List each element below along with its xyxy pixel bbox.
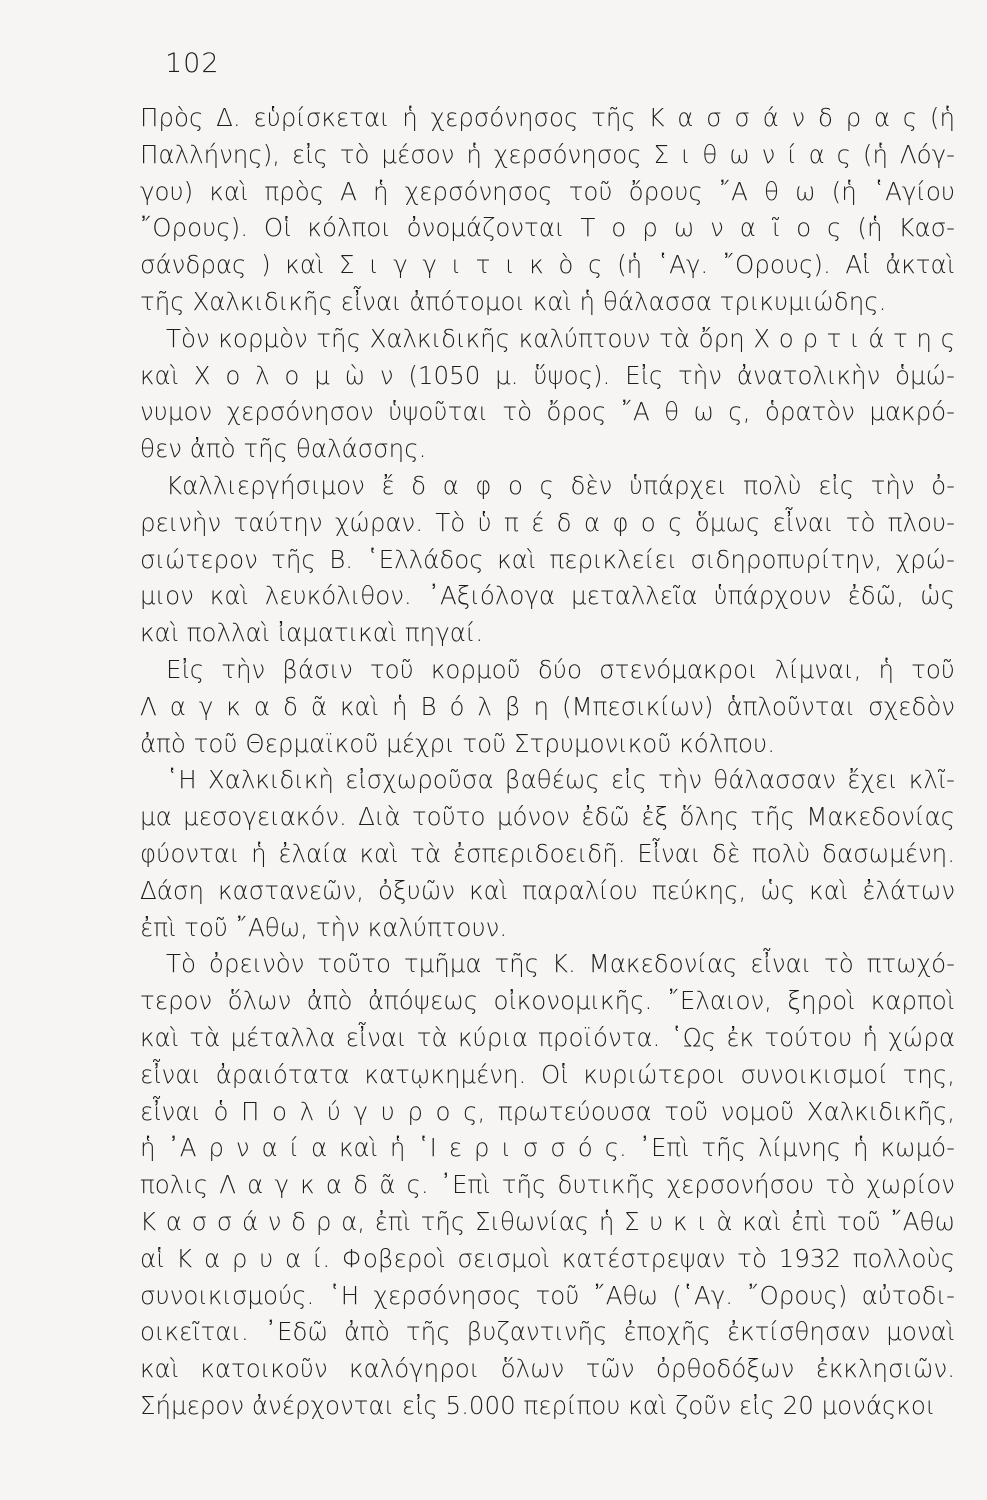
body-text	[140, 100, 955, 1425]
text-line: Πρὸς Δ. εὑρίσκεται ἡ χερσόνησος τῆς Κ α σ σ ά ν δ ρ α ς (ἡ	[140, 103, 955, 132]
text-line: Τὸ ὀρεινὸν τοῦτο τμῆμα τῆς Κ. Μακεδονίας εἶναι τὸ πτωχό-	[166, 949, 955, 979]
text-line: εἶναι ἀραιότατα κατῳκημένη. Οἱ κυριώτεροι συνοικισμοί της,	[140, 1059, 955, 1089]
text-line: ἀπὸ τοῦ Θερμαϊκοῦ μέχρι τοῦ Στρυμονικοῦ κόλπου.	[140, 728, 775, 758]
text-line: ῎Ορους). Οἱ κόλποι ὀνομάζονται Τ ο ρ ω ν α ῖ ο ς (ἡ Κασ-	[140, 213, 955, 243]
text-line: σάνδρας ) καὶ Σ ι γ γ ι τ ι κ ὸ ς (ἡ ῾Αγ. ῎Ορους). Αἱ ἀκταὶ	[140, 250, 955, 280]
text-line: πολις Λ α γ κ α δ ᾶ ς. ᾽Επὶ τῆς δυτικῆς χερσονήσου τὸ χωρίον	[140, 1170, 955, 1200]
text-line: καὶ Χ ο λ ο μ ὼ ν (1050 μ. ὕψος). Εἰς τὴν ἀνατολικὴν ὁμώ-	[140, 360, 955, 390]
text-line: Τὸν κορμὸν τῆς Χαλκιδικῆς καλύπτουν τὰ ὄρη Χ ο ρ τ ι ά τ η ς	[166, 323, 955, 353]
text-line: θεν ἀπὸ τῆς θαλάσσης.	[140, 434, 427, 464]
text-line: αἱ Κ α ρ υ α ί. Φοβεροὶ σεισμοὶ κατέστρεψαν τὸ 1932 πολλοὺς	[140, 1243, 955, 1273]
text-line: Καλλιεργήσιμον ἔ δ α φ ο ς δὲν ὑπάρχει πολὺ εἰς τὴν ὀ-	[166, 470, 955, 500]
text-line: νυμον χερσόνησον ὑψοῦται τὸ ὄρος ῎Α θ ω ς, ὁρατὸν μακρό-	[140, 397, 955, 427]
text-line: καὶ πολλαὶ ἰαματικαὶ πηγαί.	[140, 618, 484, 648]
text-line: ῾Η Χαλκιδικὴ εἰσχωροῦσα βαθέως εἰς τὴν θάλασσαν ἔχει κλῖ-	[166, 765, 955, 795]
text-line: καὶ κατοικοῦν καλόγηροι ὅλων τῶν ὀρθοδόξων ἐκκλησιῶν.	[140, 1354, 955, 1384]
text-line: ρεινὴν ταύτην χώραν. Τὸ ὑ π έ δ α φ ο ς ὅμως εἶναι τὸ πλου-	[140, 507, 955, 537]
text-line: οικεῖται. ᾽Εδῶ ἀπὸ τῆς βυζαντινῆς ἐποχῆς ἐκτίσθησαν μοναὶ	[140, 1317, 955, 1347]
text-line: μιον καὶ λευκόλιθον. ᾽Αξιόλογα μεταλλεῖα ὑπάρχουν ἐδῶ, ὡς	[140, 581, 955, 611]
text-line: σιώτερον τῆς Β. ῾Ελλάδος καὶ περικλείει σιδηροπυρίτην, χρώ-	[140, 544, 955, 574]
text-line: Δάση καστανεῶν, ὀξυῶν καὶ παραλίου πεύκης, ὡς καὶ ἐλάτων	[140, 875, 955, 905]
text-line: τερον ὅλων ἀπὸ ἀπόψεως οἰκονομικῆς. ῎Ελαιον, ξηροὶ καρποὶ	[140, 986, 955, 1016]
text-line: συνοικισμούς. ῾Η χερσόνησος τοῦ ῎Αθω (῾Αγ. ῎Ορους) αὐτοδι-	[140, 1280, 955, 1310]
text-line: Παλλήνης), εἰς τὸ μέσον ἡ χερσόνησος Σ ι θ ω ν ί α ς (ἡ Λόγ-	[140, 139, 955, 169]
text-line: τῆς Χαλκιδικῆς εἶναι ἀπότομοι καὶ ἡ θάλασσα τρικυμιώδης.	[140, 286, 887, 316]
text-line: Κ α σ σ ά ν δ ρ α, ἐπὶ τῆς Σιθωνίας ἡ Σ υ κ ι ὰ καὶ ἐπὶ τοῦ ῎Αθω	[140, 1206, 955, 1236]
text-line: εἶναι ὁ Π ο λ ύ γ υ ρ ο ς, πρωτεύουσα τοῦ νομοῦ Χαλκιδικῆς,	[140, 1096, 955, 1126]
text-line: ἐπὶ τοῦ ῎Αθω, τὴν καλύπτουν.	[140, 912, 508, 942]
text-line: ἡ ᾽Α ρ ν α ί α καὶ ἡ ῾Ι ε ρ ι σ σ ό ς. ᾽Επὶ τῆς λίμνης ἡ κωμό-	[140, 1133, 955, 1163]
text-line: Λ α γ κ α δ ᾶ καὶ ἡ Β ό λ β η (Μπεσικίων) ἁπλοῦνται σχεδὸν	[140, 691, 955, 721]
page-number: 102	[165, 48, 220, 79]
text-line: μα μεσογειακόν. Διὰ τοῦτο μόνον ἐδῶ ἐξ ὅλης τῆς Μακεδονίας	[140, 802, 955, 832]
text-line: Εἰς τὴν βάσιν τοῦ κορμοῦ δύο στενόμακροι λίμναι, ἡ τοῦ	[166, 654, 955, 684]
text-line: γου) καὶ πρὸς Α ἡ χερσόνησος τοῦ ὄρους ῎Α θ ω (ἡ ῾Αγίου	[140, 176, 955, 206]
text-line: φύονται ἡ ἐλαία καὶ τὰ ἐσπεριδοειδῆ. Εἶναι δὲ πολὺ δασωμένη.	[140, 838, 955, 868]
text-line: Σήμερον ἀνέρχονται εἰς 5.000 περίπου καὶ ζοῦν εἰς 20 μονάςκοι	[140, 1390, 936, 1420]
text-line: καὶ τὰ μέταλλα εἶναι τὰ κύρια προϊόντα. ῾Ως ἐκ τούτου ἡ χώρα	[140, 1022, 955, 1052]
